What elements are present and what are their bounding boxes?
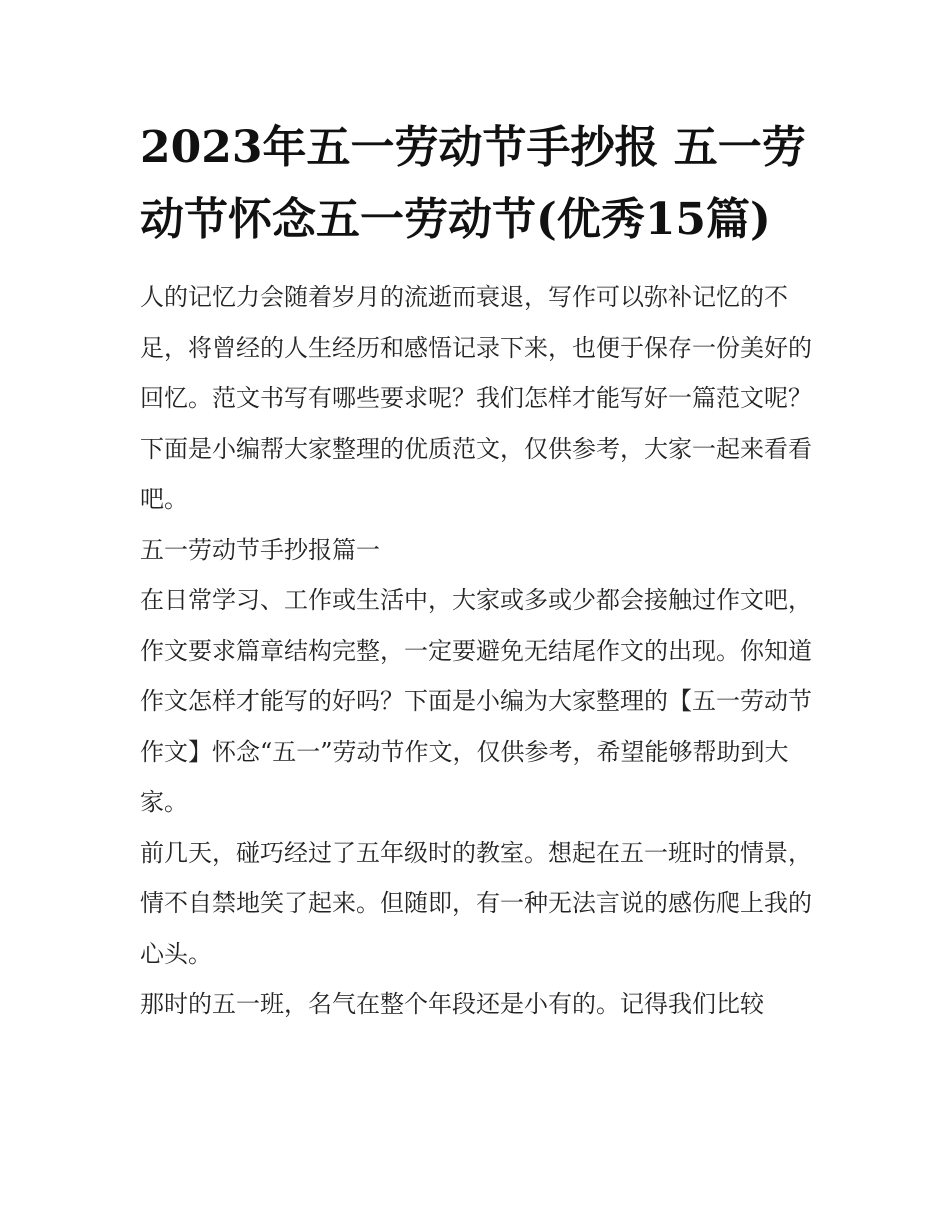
body-paragraph: 前几天，碰巧经过了五年级时的教室。想起在五一班时的情景，情不自禁地笑了起来。但随即，有一种无法言说的感伤爬上我的心头。 bbox=[140, 838, 812, 968]
document-page bbox=[140, 112, 812, 1030]
document-title: 2023年五一劳动节手抄报 五一劳动节怀念五一劳动节(优秀15篇) bbox=[140, 122, 806, 245]
intro-paragraph: 人的记忆力会随着岁月的流逝而衰退，写作可以弥补记忆的不足，将曾经的人生经历和感悟记录下来，也便于保存一份美好的回忆。范文书写有哪些要求呢？我们怎样才能写好一篇范文呢？下面是小编帮大家整理的优质范文，仅供参考，大家一起来看看吧。 bbox=[140, 283, 812, 513]
section-heading: 五一劳动节手抄报篇一 bbox=[140, 535, 380, 564]
body-paragraph: 那时的五一班，名气在整个年段还是小有的。记得我们比较 bbox=[140, 990, 764, 1018]
body-paragraph: 在日常学习、工作或生活中，大家或多或少都会接触过作文吧，作文要求篇章结构完整，一定要避免无结尾作文的出现。你知道作文怎样才能写的好吗？下面是小编为大家整理的【五一劳动节作文】怀念“五一”劳动节作文，仅供参考，希望能够帮助到大家。 bbox=[140, 586, 812, 816]
document-body bbox=[140, 272, 812, 1030]
